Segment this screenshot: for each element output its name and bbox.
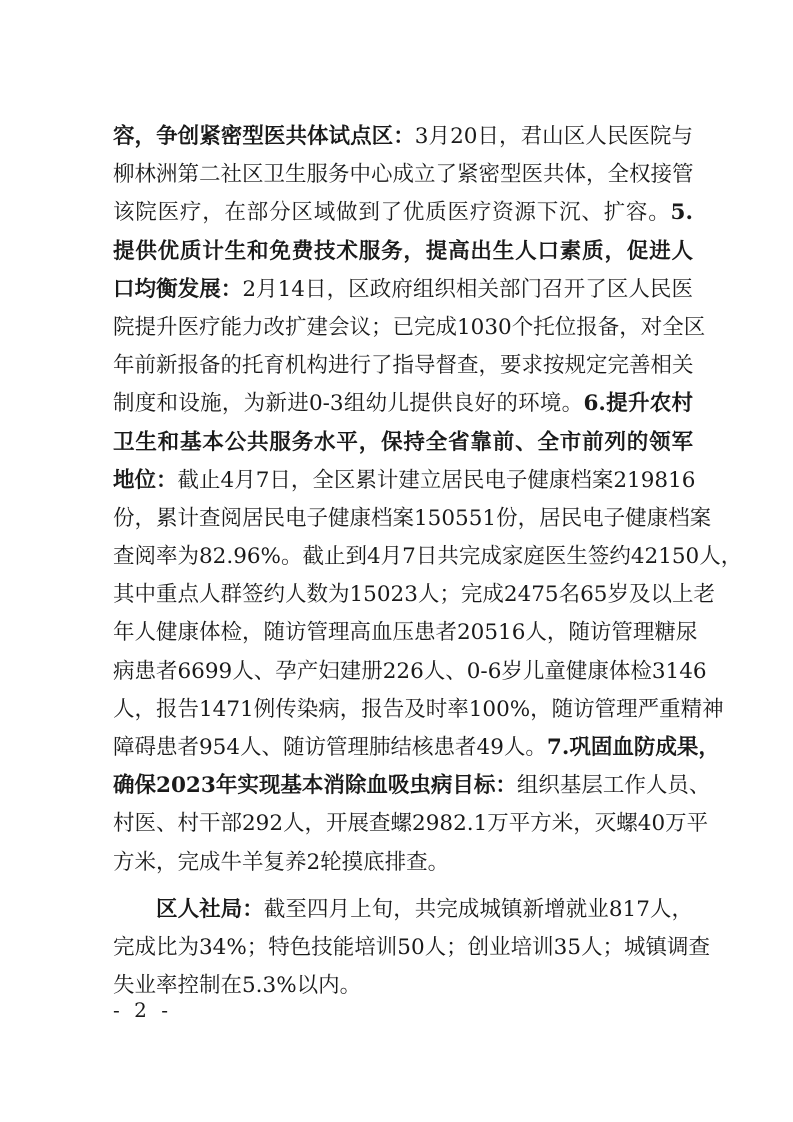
text-line	[113, 122, 693, 160]
text-line	[113, 971, 693, 1009]
text-line	[113, 580, 715, 618]
bold-heading-text: 提供优质计生和免费技术服务，提高出生人口素质，促进人	[113, 238, 693, 264]
body-text: 该院医疗，在部分区域做到了优质医疗资源下沉、扩容。	[113, 200, 671, 226]
body-text: 人，报告1471例传染病，报告及时率100%，随访管理严重精神	[113, 696, 724, 722]
text-line	[113, 733, 720, 771]
bold-heading-text: 5.	[670, 200, 693, 226]
text-line	[113, 160, 693, 198]
paragraph-health	[113, 122, 743, 886]
body-text: 柳林洲第二社区卫生服务中心成立了紧密型医共体，全权接管	[113, 162, 694, 188]
body-text: 村医、村干部292人，开展查螺2982.1万平方米，灭螺40万平	[113, 811, 709, 837]
body-text: 制度和设施，为新进0-3组幼儿提供良好的环境。	[113, 391, 584, 417]
text-line	[113, 504, 712, 542]
text-line	[113, 389, 693, 427]
bold-heading-text: 地位：	[113, 467, 178, 493]
body-text: 障碍患者954人、随访管理肺结核患者49人。	[113, 735, 547, 760]
bold-heading-text: 区人社局：	[156, 897, 264, 922]
body-text: 病患者6699人、孕产妇建册226人、0-6岁儿童健康体检3146	[113, 658, 707, 684]
text-line	[113, 848, 693, 886]
text-line	[113, 198, 693, 236]
text-line	[113, 618, 698, 656]
body-text: 完成比为34%；特色技能培训50人；创业培训35人；城镇调查	[113, 935, 711, 961]
body-text: 2月14日，区政府组织相关部门召开了区人民医	[242, 276, 693, 302]
body-text: 院提升医疗能力改扩建会议；已完成1030个托位报备，对全区	[113, 314, 706, 340]
text-line	[113, 237, 693, 275]
body-text: 截至四月上旬，共完成城镇新增就业817人，	[263, 897, 693, 922]
bold-heading-text: 卫生和基本公共服务水平，保持全省靠前、全市前列的领军	[113, 429, 693, 455]
text-line	[113, 313, 706, 351]
body-text: 截止4月7日，全区累计建立居民电子健康档案219816	[177, 467, 696, 493]
body-text: 3月20日，君山区人民医院与	[414, 124, 693, 149]
body-text: 查阅率为82.96%。截止到4月7日共完成家庭医生签约42150人，	[113, 544, 743, 570]
body-text: 年人健康体检，随访管理高血压患者20516人，随访管理糖尿	[113, 620, 698, 646]
bold-heading-text: 口均衡发展：	[113, 276, 243, 302]
text-line	[113, 351, 693, 389]
text-line	[113, 895, 693, 933]
text-line	[113, 542, 743, 580]
body-text: 其中重点人群签约人数为15023人；完成2475名65岁及以上老	[113, 582, 715, 608]
text-line	[113, 695, 724, 733]
bold-heading-text: 容，争创紧密型医共体试点区：	[113, 124, 415, 149]
text-line	[113, 933, 711, 971]
bold-heading-text: 确保2023年实现基本消除血吸虫病目标：	[113, 773, 517, 799]
bold-heading-text: 6.提升农村	[583, 391, 694, 417]
body-text: 方米，完成牛羊复养2轮摸底排查。	[113, 849, 450, 875]
bold-heading-text: 7.巩固血防成果，	[546, 735, 720, 760]
paragraph-human-resources	[113, 895, 711, 1010]
body-text: 年前新报备的托育机构进行了指导督查，要求按规定完善相关	[113, 353, 694, 379]
page-number: - 2 -	[113, 998, 172, 1022]
text-line	[113, 466, 696, 504]
text-line	[113, 275, 693, 313]
text-line	[113, 809, 709, 847]
body-text: 失业率控制在5.3%以内。	[113, 973, 362, 999]
text-line	[113, 657, 707, 695]
body-text: 组织基层工作人员、	[516, 773, 711, 799]
text-line	[113, 771, 711, 809]
text-line	[113, 428, 693, 466]
body-text: 份，累计查阅居民电子健康档案150551份，居民电子健康档案	[113, 505, 712, 531]
